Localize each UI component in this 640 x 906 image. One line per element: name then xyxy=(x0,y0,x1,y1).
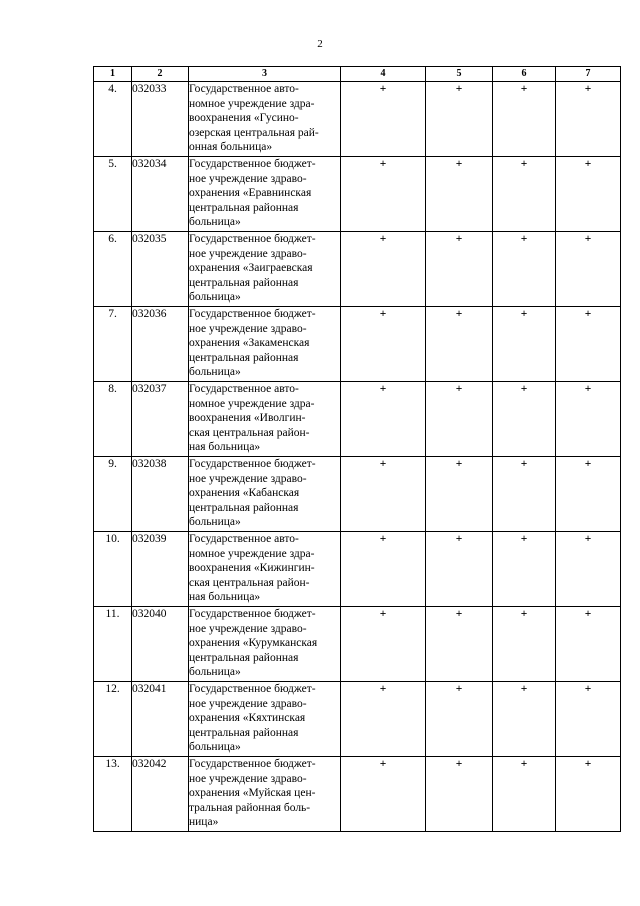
row-number-cell: 7. xyxy=(94,307,132,382)
column-header: 5 xyxy=(426,67,493,82)
mark-cell: + xyxy=(493,457,556,532)
mark-cell: + xyxy=(556,382,621,457)
table-row xyxy=(94,682,621,757)
organization-name-line: охранения «Заиграевская xyxy=(189,262,313,275)
table-row xyxy=(94,607,621,682)
organization-name-line: больница» xyxy=(189,741,241,754)
mark-cell: + xyxy=(426,607,493,682)
table-row xyxy=(94,757,621,832)
mark-cell: + xyxy=(493,532,556,607)
organization-name-line: ное учреждение здраво- xyxy=(189,247,307,260)
column-header: 3 xyxy=(189,67,341,82)
organization-name-line: ное учреждение здраво- xyxy=(189,622,307,635)
organization-name-cell xyxy=(189,757,341,832)
mark-cell: + xyxy=(556,457,621,532)
code-cell: 032033 xyxy=(132,82,189,157)
code-cell: 032037 xyxy=(132,382,189,457)
mark-cell: + xyxy=(341,157,426,232)
mark-cell: + xyxy=(493,157,556,232)
mark-cell: + xyxy=(493,82,556,157)
mark-cell: + xyxy=(493,607,556,682)
organization-name-line: центральная районная xyxy=(189,501,299,514)
organization-name-line: больница» xyxy=(189,291,241,304)
organization-name-line: охранения «Еравнинская xyxy=(189,187,312,200)
mark-cell: + xyxy=(426,682,493,757)
mark-cell: + xyxy=(426,307,493,382)
organization-name-line: центральная районная xyxy=(189,351,299,364)
organization-name-line: ская центральная район- xyxy=(189,576,310,589)
mark-cell: + xyxy=(341,532,426,607)
organization-name-cell xyxy=(189,682,341,757)
mark-cell: + xyxy=(341,607,426,682)
table-row xyxy=(94,157,621,232)
organizations-table xyxy=(93,66,621,832)
page-number: 2 xyxy=(317,38,323,50)
organization-name-line: тральная районная боль- xyxy=(189,801,311,814)
organization-name-line: Государственное бюджет- xyxy=(189,308,316,320)
organization-name-line: онная больница» xyxy=(189,141,273,154)
mark-cell: + xyxy=(426,82,493,157)
organization-name-line: центральная районная xyxy=(189,726,299,739)
row-number-cell: 11. xyxy=(94,607,132,682)
organization-name-cell xyxy=(189,232,341,307)
code-cell: 032038 xyxy=(132,457,189,532)
organization-name-line: ница» xyxy=(189,816,219,829)
mark-cell: + xyxy=(556,682,621,757)
mark-cell: + xyxy=(493,307,556,382)
code-cell: 032042 xyxy=(132,757,189,832)
mark-cell: + xyxy=(556,532,621,607)
table-row xyxy=(94,82,621,157)
mark-cell: + xyxy=(556,157,621,232)
column-header: 4 xyxy=(341,67,426,82)
mark-cell: + xyxy=(556,232,621,307)
mark-cell: + xyxy=(426,757,493,832)
mark-cell: + xyxy=(341,307,426,382)
organization-name-line: ное учреждение здраво- xyxy=(189,472,307,485)
code-cell: 032034 xyxy=(132,157,189,232)
row-number-cell: 6. xyxy=(94,232,132,307)
organization-name-line: Государственное бюджет- xyxy=(189,758,316,770)
mark-cell: + xyxy=(556,607,621,682)
mark-cell: + xyxy=(493,757,556,832)
row-number-cell: 12. xyxy=(94,682,132,757)
organization-name-line: ное учреждение здраво- xyxy=(189,697,307,710)
row-number-cell: 10. xyxy=(94,532,132,607)
organization-name-line: Государственное авто- xyxy=(189,83,299,95)
organization-name-cell xyxy=(189,307,341,382)
row-number-cell: 4. xyxy=(94,82,132,157)
organization-name-line: Государственное авто- xyxy=(189,533,299,545)
organization-name-line: Государственное бюджет- xyxy=(189,158,316,170)
mark-cell: + xyxy=(493,382,556,457)
code-cell: 032035 xyxy=(132,232,189,307)
mark-cell: + xyxy=(426,457,493,532)
organization-name-line: ная больница» xyxy=(189,441,261,454)
mark-cell: + xyxy=(426,232,493,307)
organization-name-line: ное учреждение здраво- xyxy=(189,322,307,335)
organization-name-line: номное учреждение здра- xyxy=(189,97,315,110)
code-cell: 032036 xyxy=(132,307,189,382)
mark-cell: + xyxy=(493,682,556,757)
organization-name-line: ская центральная район- xyxy=(189,426,310,439)
mark-cell: + xyxy=(556,307,621,382)
organization-name-line: охранения «Муйская цен- xyxy=(189,787,316,800)
table-row xyxy=(94,232,621,307)
organization-name-line: воохранения «Иволгин- xyxy=(189,412,306,425)
organization-name-line: номное учреждение здра- xyxy=(189,547,315,560)
organization-name-line: воохранения «Гусино- xyxy=(189,112,299,125)
mark-cell: + xyxy=(341,682,426,757)
organization-name-line: больница» xyxy=(189,366,241,379)
organization-name-cell xyxy=(189,607,341,682)
row-number-cell: 13. xyxy=(94,757,132,832)
table-row xyxy=(94,532,621,607)
organization-name-line: ное учреждение здраво- xyxy=(189,772,307,785)
mark-cell: + xyxy=(426,382,493,457)
organization-name-line: Государственное бюджет- xyxy=(189,458,316,470)
organization-name-cell xyxy=(189,382,341,457)
table-row xyxy=(94,457,621,532)
organization-name-line: Государственное авто- xyxy=(189,383,299,395)
mark-cell: + xyxy=(341,457,426,532)
column-header: 7 xyxy=(556,67,621,82)
organization-name-line: охранения «Курумканская xyxy=(189,637,318,650)
organization-name-cell xyxy=(189,157,341,232)
column-header: 6 xyxy=(493,67,556,82)
mark-cell: + xyxy=(341,232,426,307)
mark-cell: + xyxy=(341,382,426,457)
organization-name-line: озерская центральная рай- xyxy=(189,126,319,139)
table-row xyxy=(94,307,621,382)
table-body xyxy=(94,82,621,832)
row-number-cell: 5. xyxy=(94,157,132,232)
organization-name-line: охранения «Кабанская xyxy=(189,487,300,500)
code-cell: 032039 xyxy=(132,532,189,607)
organization-name-line: Государственное бюджет- xyxy=(189,233,316,245)
code-cell: 032040 xyxy=(132,607,189,682)
organization-name-cell xyxy=(189,532,341,607)
mark-cell: + xyxy=(426,532,493,607)
organization-name-line: охранения «Закаменская xyxy=(189,337,310,350)
organization-name-cell xyxy=(189,457,341,532)
organization-name-line: центральная районная xyxy=(189,276,299,289)
column-header: 1 xyxy=(94,67,132,82)
mark-cell: + xyxy=(426,157,493,232)
organization-name-line: Государственное бюджет- xyxy=(189,683,316,695)
organization-name-line: центральная районная xyxy=(189,651,299,664)
organization-name-line: больница» xyxy=(189,666,241,679)
column-header: 2 xyxy=(132,67,189,82)
table-header-row xyxy=(94,67,621,82)
organization-name-line: больница» xyxy=(189,516,241,529)
mark-cell: + xyxy=(493,232,556,307)
organization-name-line: ное учреждение здраво- xyxy=(189,172,307,185)
mark-cell: + xyxy=(341,82,426,157)
organization-name-line: охранения «Кяхтинская xyxy=(189,712,306,725)
organization-name-line: центральная районная xyxy=(189,201,299,214)
mark-cell: + xyxy=(556,757,621,832)
organization-name-cell xyxy=(189,82,341,157)
organization-name-line: Государственное бюджет- xyxy=(189,608,316,620)
code-cell: 032041 xyxy=(132,682,189,757)
mark-cell: + xyxy=(341,757,426,832)
organization-name-line: воохранения «Кижингин- xyxy=(189,562,315,575)
mark-cell: + xyxy=(556,82,621,157)
row-number-cell: 9. xyxy=(94,457,132,532)
organization-name-line: номное учреждение здра- xyxy=(189,397,315,410)
row-number-cell: 8. xyxy=(94,382,132,457)
organization-name-line: ная больница» xyxy=(189,591,261,604)
table-row xyxy=(94,382,621,457)
organization-name-line: больница» xyxy=(189,216,241,229)
